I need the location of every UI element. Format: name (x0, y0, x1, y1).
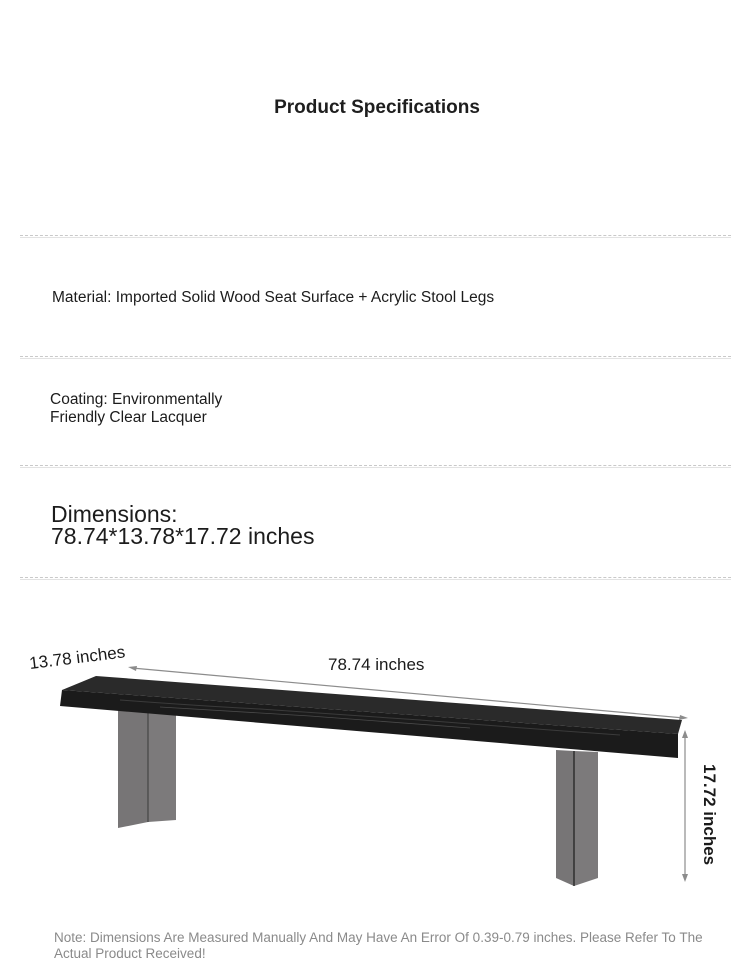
depth-label: 13.78 inches (28, 642, 127, 673)
left-acrylic-leg (118, 708, 176, 828)
spec-dimensions (51, 503, 314, 547)
bench-dimension-figure (0, 610, 750, 910)
divider (20, 577, 731, 578)
page-title: Product Specifications (274, 97, 480, 118)
measurement-note: Note: Dimensions Are Measured Manually And May Have An Error Of 0.39-0.79 inches. Please Refer To The Actual Product Received! (54, 930, 703, 961)
spec-coating-line1: Coating: Environmentally (50, 391, 223, 408)
right-acrylic-leg (556, 750, 598, 886)
length-label: 78.74 inches (328, 655, 425, 674)
height-label: 17.72 inches (700, 764, 719, 866)
height-dimension-line (682, 730, 688, 882)
spec-dimensions-value: 78.74*13.78*17.72 inches (51, 523, 315, 549)
divider (20, 356, 731, 357)
spec-coating (50, 391, 290, 427)
spec-material: Material: Imported Solid Wood Seat Surface + Acrylic Stool Legs (52, 289, 495, 306)
divider (20, 235, 731, 236)
spec-dimensions-label: Dimensions: (51, 501, 178, 527)
spec-coating-line2: Friendly Clear Lacquer (50, 409, 207, 426)
divider (20, 465, 731, 466)
